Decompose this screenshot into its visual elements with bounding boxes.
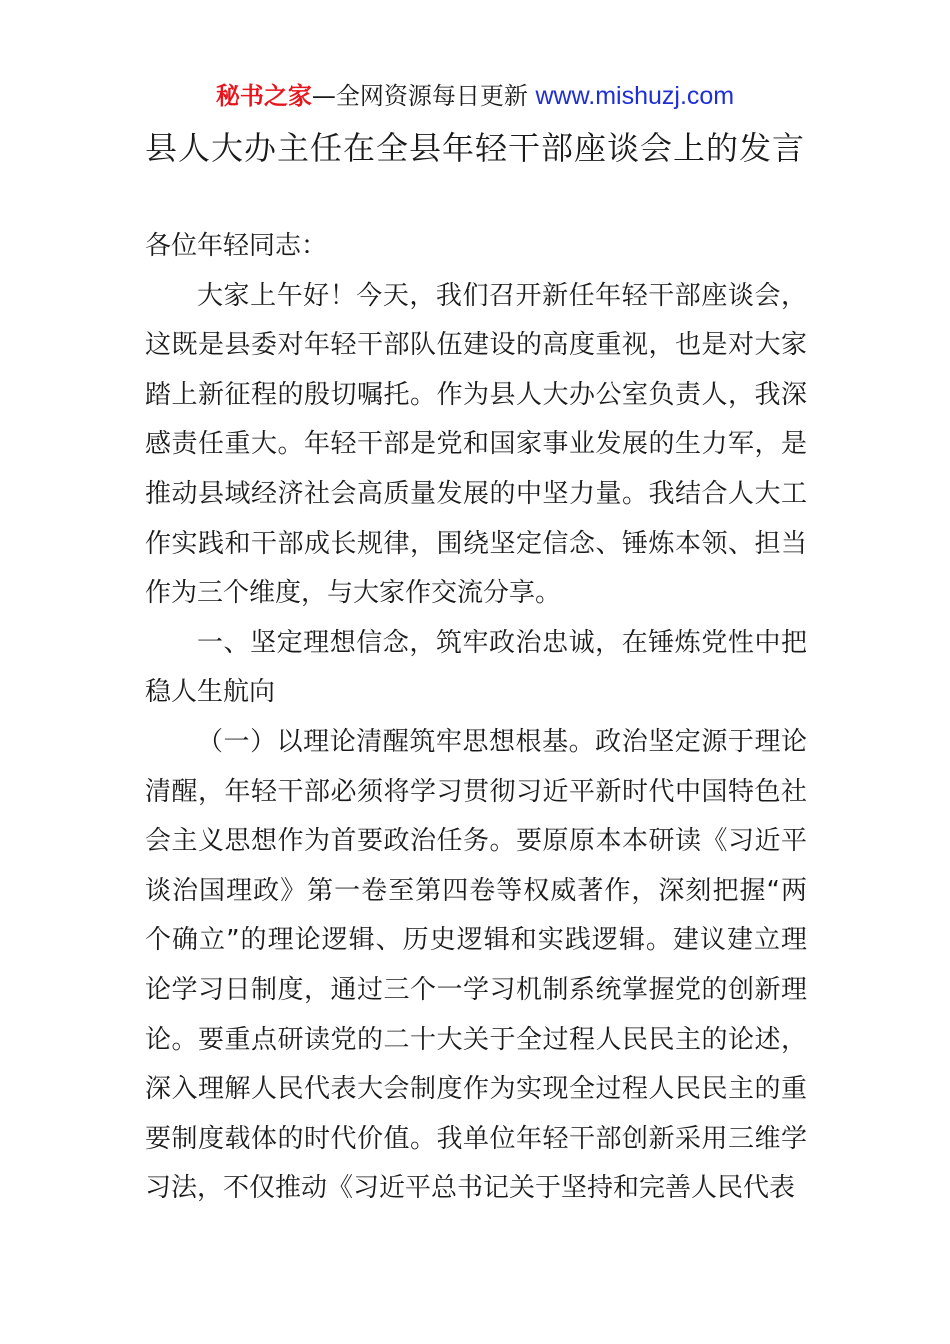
site-tagline: —全网资源每日更新 xyxy=(311,82,528,110)
site-header xyxy=(0,80,950,112)
salutation: 各位年轻同志： xyxy=(145,231,328,261)
paragraph-subsection: （一）以理论清醒筑牢思想根基。政治坚定源于理论清醒，年轻干部必须将学习贯彻习近平新时代中国特色社会主义思想作为首要政治任务。要原原本本研读《习近平谈治国理政》第一卷至第四卷等权威著作，深刻把握“两个确立”的理论逻辑、历史逻辑和实践逻辑。建议建立理论学习日制度，通过三个一学习机制系统掌握党的创新理论。要重点研读党的二十大关于全过程人民民主的论述，深入理解人民代表大会制度作为实现全过程人民民主的重要制度载体的时代价值。我单位年轻干部创新采用三维学习法，不仅推动《习近平总书记关于坚持和完善人民代表 xyxy=(145,726,807,1204)
site-url-link[interactable]: www.mishuzj.com xyxy=(535,82,735,110)
document-body xyxy=(145,222,807,1214)
paragraph-opening: 大家上午好！今天，我们召开新任年轻干部座谈会，这既是县委对年轻干部队伍建设的高度重视，也是对大家踏上新征程的殷切嘱托。作为县人大办公室负责人，我深感责任重大。年轻干部是党和国家事业发展的生力军，是推动县域经济社会高质量发展的中坚力量。我结合人大工作实践和干部成长规律，围绕坚定信念、锤炼本领、担当作为三个维度，与大家作交流分享。 xyxy=(145,280,807,609)
site-name: 秘书之家 xyxy=(215,82,312,110)
section-heading: 一、坚定理想信念，筑牢政治忠诚，在锤炼党性中把稳人生航向 xyxy=(145,627,807,708)
document-title: 县人大办主任在全县年轻干部座谈会上的发言 xyxy=(144,129,805,167)
